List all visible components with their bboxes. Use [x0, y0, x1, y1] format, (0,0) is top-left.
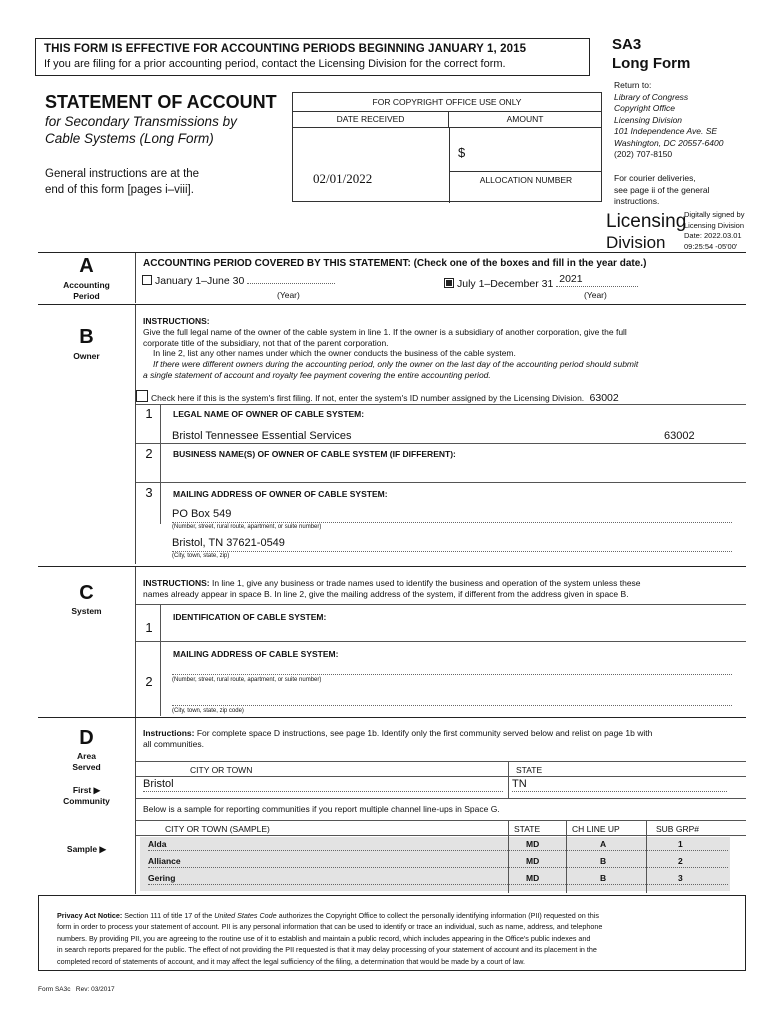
- d-note-top: [136, 798, 746, 799]
- business-names-label: BUSINESS NAME(S) OF OWNER OF CABLE SYSTEM (IF DIFFERENT):: [173, 449, 456, 459]
- system-address-line2-field[interactable]: [172, 705, 732, 706]
- form-subtitle-line2: Cable Systems (Long Form): [45, 131, 214, 146]
- jul-dec-year-field[interactable]: [556, 275, 638, 287]
- section-b-inst-line: a single statement of account and royalty fee payment covering the entire accounting period.: [143, 369, 491, 380]
- return-to-label: Return to:: [614, 80, 652, 90]
- section-d-inst-line: For complete space D instructions, see page 1b. Identify only the first community served below and relist on page 1b with: [196, 728, 653, 738]
- sample-chlineup: B: [600, 856, 607, 866]
- system-mailing-label: MAILING ADDRESS OF CABLE SYSTEM:: [173, 649, 339, 659]
- sample-state: MD: [526, 856, 540, 866]
- sample-city: Alliance: [148, 856, 181, 866]
- courier-line: see page ii of the general: [614, 184, 710, 195]
- period-option-jan-jun[interactable]: [142, 275, 342, 287]
- section-b-label: Owner: [73, 351, 100, 361]
- sample-header-city: CITY OR TOWN (SAMPLE): [165, 824, 270, 834]
- sample-label: Sample: [66, 844, 98, 854]
- section-d-letter: D: [79, 727, 94, 749]
- section-d-label: [38, 751, 135, 773]
- privacy-text: authorizes the Copyright Office to collect the personally identifying information (PII) requested on this: [278, 911, 599, 920]
- sample-subgrp: 1: [678, 839, 683, 849]
- signature-detail: Date: 2022.03.01: [684, 231, 742, 240]
- sample-row-rule: [148, 850, 728, 851]
- b-line1-top: [136, 404, 746, 405]
- privacy-text-italic: United States Code: [214, 911, 277, 920]
- section-d-instructions-label: Instructions:: [143, 728, 195, 738]
- section-c-instructions-label: INSTRUCTIONS:: [143, 578, 210, 588]
- privacy-text: form in order to process your statement of account. PII is any personal information that can be used to identify or trace an individual, such as name, address, and telephone: [57, 922, 603, 932]
- d-sample-rows-top: [136, 835, 746, 836]
- sample-header-subgrp: SUB GRP#: [656, 824, 699, 834]
- return-to-line: Licensing Division: [614, 114, 683, 125]
- section-b-divider: [38, 304, 746, 305]
- digital-signature-stamp: [684, 210, 744, 252]
- legal-name-label: LEGAL NAME OF OWNER OF CABLE SYSTEM:: [173, 409, 365, 419]
- sample-city: Gering: [148, 873, 176, 883]
- section-b-instructions-label: INSTRUCTIONS:: [143, 316, 210, 326]
- privacy-text: Section 111 of title 17 of the: [124, 911, 213, 920]
- b-line1-number: 1: [145, 406, 153, 421]
- return-to-address: [614, 80, 723, 161]
- d-sample-header-top: [136, 820, 746, 821]
- d-city-row-top: [136, 776, 746, 777]
- b-line3-number: 3: [145, 485, 153, 500]
- section-c-letter: C: [79, 582, 94, 604]
- section-c-label: System: [71, 606, 102, 616]
- return-to-line: Washington, DC 20557-6400: [614, 137, 724, 148]
- period-option-jul-dec[interactable]: [444, 275, 744, 290]
- b-line3-top: [136, 482, 746, 483]
- jan-jun-year-field[interactable]: [247, 283, 335, 284]
- jan-jun-label: January 1–June 30: [155, 275, 245, 287]
- section-b-inst-line: In line 2, list any other names under which the owner conducts the business of the cable system.: [153, 348, 516, 359]
- signature-detail: 09:25:54 -05'00': [684, 241, 738, 251]
- courier-line: For courier deliveries,: [614, 173, 696, 183]
- general-instructions-line2: end of this form [pages i–viii].: [45, 184, 194, 196]
- form-title: STATEMENT OF ACCOUNT: [45, 92, 277, 112]
- form-id: [612, 36, 690, 73]
- section-a-label-line1: Accounting: [63, 280, 110, 290]
- owner-address-hint2: (City, town, state, zip): [172, 553, 230, 559]
- effective-notice-line1: THIS FORM IS EFFECTIVE FOR ACCOUNTING PERIODS BEGINNING JANUARY 1, 2015: [44, 43, 527, 55]
- amount-label: AMOUNT: [449, 111, 601, 128]
- section-a-divider: [38, 252, 746, 253]
- owner-mailing-label: MAILING ADDRESS OF OWNER OF CABLE SYSTEM:: [173, 489, 388, 499]
- c-line2-top: [136, 641, 746, 642]
- system-id-field[interactable]: 63002: [590, 392, 642, 405]
- system-address-line1-field[interactable]: [172, 674, 732, 675]
- form-code: SA3: [612, 36, 642, 53]
- sample-row-label: [38, 844, 135, 855]
- general-instructions: [45, 166, 199, 198]
- allocation-number-label: ALLOCATION NUMBER: [450, 171, 602, 188]
- date-received-value: 02/01/2022: [313, 171, 373, 186]
- b-line2-top: [136, 443, 746, 444]
- signature-detail: Licensing Division: [684, 220, 745, 230]
- section-d-vdivider: [135, 718, 136, 894]
- form-type: Long Form: [612, 55, 691, 72]
- sample-header-state: STATE: [514, 824, 541, 834]
- sample-city: Alda: [148, 839, 167, 849]
- section-a-label: [38, 280, 135, 302]
- privacy-text: numbers. By providing PII, you are agreeing to the routine use of it to establish and maintain a public record, which includes appearing in the Office's public indexes and: [57, 933, 591, 943]
- section-d-label-line2: Served: [72, 762, 101, 772]
- signature-detail: Digitally signed by: [684, 210, 745, 219]
- date-received-label: DATE RECEIVED: [293, 111, 449, 128]
- privacy-text: completed record of statements of account, and it may affect the legal sufficiency of the filing, a determination that would be made by a court of law.: [57, 956, 525, 966]
- sample-table-shading: [140, 837, 730, 891]
- d-city-header-top: [136, 761, 746, 762]
- section-c-instructions: [143, 578, 743, 600]
- signature-name-line2: Division: [606, 233, 666, 252]
- community-label: Community: [63, 796, 110, 806]
- c-line1-number: 1: [145, 620, 153, 635]
- state-rule: [512, 791, 727, 792]
- privacy-label: Privacy Act Notice:: [57, 911, 123, 920]
- sample-subgrp: 2: [678, 856, 683, 866]
- sample-subgrp: 3: [678, 873, 683, 883]
- section-c-inst-line: names already appear in space B. In line 2, give the mailing address of the system, if different from the address given in space B.: [143, 589, 629, 599]
- jan-jun-checkbox[interactable]: [142, 275, 152, 285]
- state-header: STATE: [516, 765, 543, 775]
- return-to-phone: (202) 707-8150: [614, 149, 673, 159]
- section-b-vdivider: [135, 305, 136, 564]
- owner-address-hint1: (Number, street, rural route, apartment, or suite number): [172, 524, 322, 530]
- section-d-inst-line: all communities.: [143, 739, 204, 749]
- courier-note: [614, 173, 764, 208]
- sample-col-divider: [566, 820, 567, 893]
- signature-name-line1: Licensing: [606, 211, 687, 232]
- first-community-city[interactable]: Bristol: [143, 778, 174, 790]
- courier-line: instructions.: [614, 196, 660, 206]
- general-instructions-line1: General instructions are at the: [45, 168, 200, 180]
- first-filing-checkbox[interactable]: [136, 390, 148, 402]
- d-city-state-divider: [508, 761, 509, 798]
- city-header: CITY OR TOWN: [190, 765, 253, 775]
- privacy-text: in search reports prepared for the public. The effect of not providing the PII requested is that it may delay processing of your statement of account and its placement in the: [57, 945, 597, 955]
- privacy-act-notice: [38, 895, 746, 971]
- c-line2-number: 2: [145, 674, 153, 689]
- c-line1-top: [136, 604, 746, 605]
- sample-note: Below is a sample for reporting communities if you report multiple channel line-ups in Space G.: [143, 804, 500, 814]
- accounting-period-heading: ACCOUNTING PERIOD COVERED BY THIS STATEMENT: (Check one of the boxes and fill in the year date.): [143, 258, 647, 269]
- office-use-header: FOR COPYRIGHT OFFICE USE ONLY: [293, 93, 601, 112]
- section-d-label-line1: Area: [77, 751, 96, 761]
- section-c-inst-line: In line 1, give any business or trade names used to identify the business and operation of the system unless these: [211, 578, 641, 588]
- year-value: 2021: [559, 273, 583, 285]
- section-c-divider: [38, 566, 746, 567]
- sample-col-divider: [508, 820, 509, 893]
- owner-address-line1-rule: [172, 522, 732, 523]
- jul-dec-label: July 1–December 31: [457, 278, 554, 290]
- section-a-letter: A: [79, 255, 94, 277]
- section-d-instructions: [143, 728, 743, 750]
- first-community-state[interactable]: TN: [512, 778, 527, 790]
- arrow-right-icon: ▶: [93, 785, 101, 795]
- c-number-column: [160, 604, 161, 716]
- sample-row-rule: [148, 884, 728, 885]
- city-rule: [143, 791, 503, 792]
- section-b-instructions: [143, 316, 743, 381]
- effective-notice-line2: If you are filing for a prior accounting period, contact the Licensing Division for the correct form.: [44, 58, 506, 70]
- owner-address-line2-rule: [172, 551, 732, 552]
- year-label-1: (Year): [277, 290, 300, 300]
- section-b-inst-line: Give the full legal name of the owner of the cable system in line 1. If the owner is a subsidiary of another corporation, give the full: [143, 326, 627, 337]
- owner-address-line1[interactable]: PO Box 549: [172, 508, 232, 520]
- sample-state: MD: [526, 873, 540, 883]
- form-footer: Form SA3c Rev: 03/2017: [38, 986, 115, 993]
- first-filing-row[interactable]: [136, 390, 736, 405]
- sample-state: MD: [526, 839, 540, 849]
- sample-row-rule: [148, 867, 728, 868]
- jul-dec-checkbox[interactable]: [444, 278, 454, 288]
- system-id-label: IDENTIFICATION OF CABLE SYSTEM:: [173, 612, 327, 622]
- return-to-line: 101 Independence Ave. SE: [614, 126, 718, 136]
- section-b-letter: B: [79, 326, 94, 348]
- effective-notice-box: [35, 38, 590, 76]
- form-subtitle-line1: for Secondary Transmissions by: [45, 114, 237, 129]
- legal-name-id: 63002: [664, 430, 695, 442]
- section-c-vdivider: [135, 567, 136, 717]
- sample-chlineup: A: [600, 839, 607, 849]
- sample-col-divider: [646, 820, 647, 893]
- section-b-inst-line: If there were different owners during the accounting period, only the owner on the last day of the accounting period should submit: [153, 359, 639, 370]
- return-to-line: Library of Congress: [614, 91, 689, 102]
- office-use-box: [292, 92, 602, 202]
- system-address-hint1: (Number, street, rural route, apartment, or suite number): [172, 677, 322, 683]
- office-use-divider: [449, 127, 450, 203]
- year-label-2: (Year): [584, 290, 607, 300]
- section-b-inst-line: corporate title of the subsidiary, not that of the parent corporation.: [143, 337, 389, 348]
- sample-header-chlineup: CH LINE UP: [572, 824, 620, 834]
- section-d-divider: [38, 717, 746, 718]
- system-address-hint2: (City, town, state, zip code): [172, 708, 244, 714]
- arrow-right-icon: ▶: [99, 844, 107, 854]
- sample-chlineup: B: [600, 873, 607, 883]
- first-filing-label: Check here if this is the system's first filing. If not, enter the system's ID number assigned by the Licensing Division.: [151, 393, 585, 403]
- b-line2-number: 2: [145, 446, 153, 461]
- section-a-label-line2: Period: [73, 291, 100, 301]
- return-to-line: Copyright Office: [614, 103, 675, 113]
- first-label: First: [72, 785, 92, 795]
- legal-name-value[interactable]: Bristol Tennessee Essential Services: [172, 430, 352, 442]
- section-a-vdivider: [135, 253, 136, 303]
- first-community-label: [38, 785, 135, 807]
- amount-dollar-sign: $: [458, 145, 466, 160]
- form-subtitle: [45, 113, 237, 147]
- owner-address-line2[interactable]: Bristol, TN 37621-0549: [172, 537, 285, 549]
- b-number-column: [160, 404, 161, 524]
